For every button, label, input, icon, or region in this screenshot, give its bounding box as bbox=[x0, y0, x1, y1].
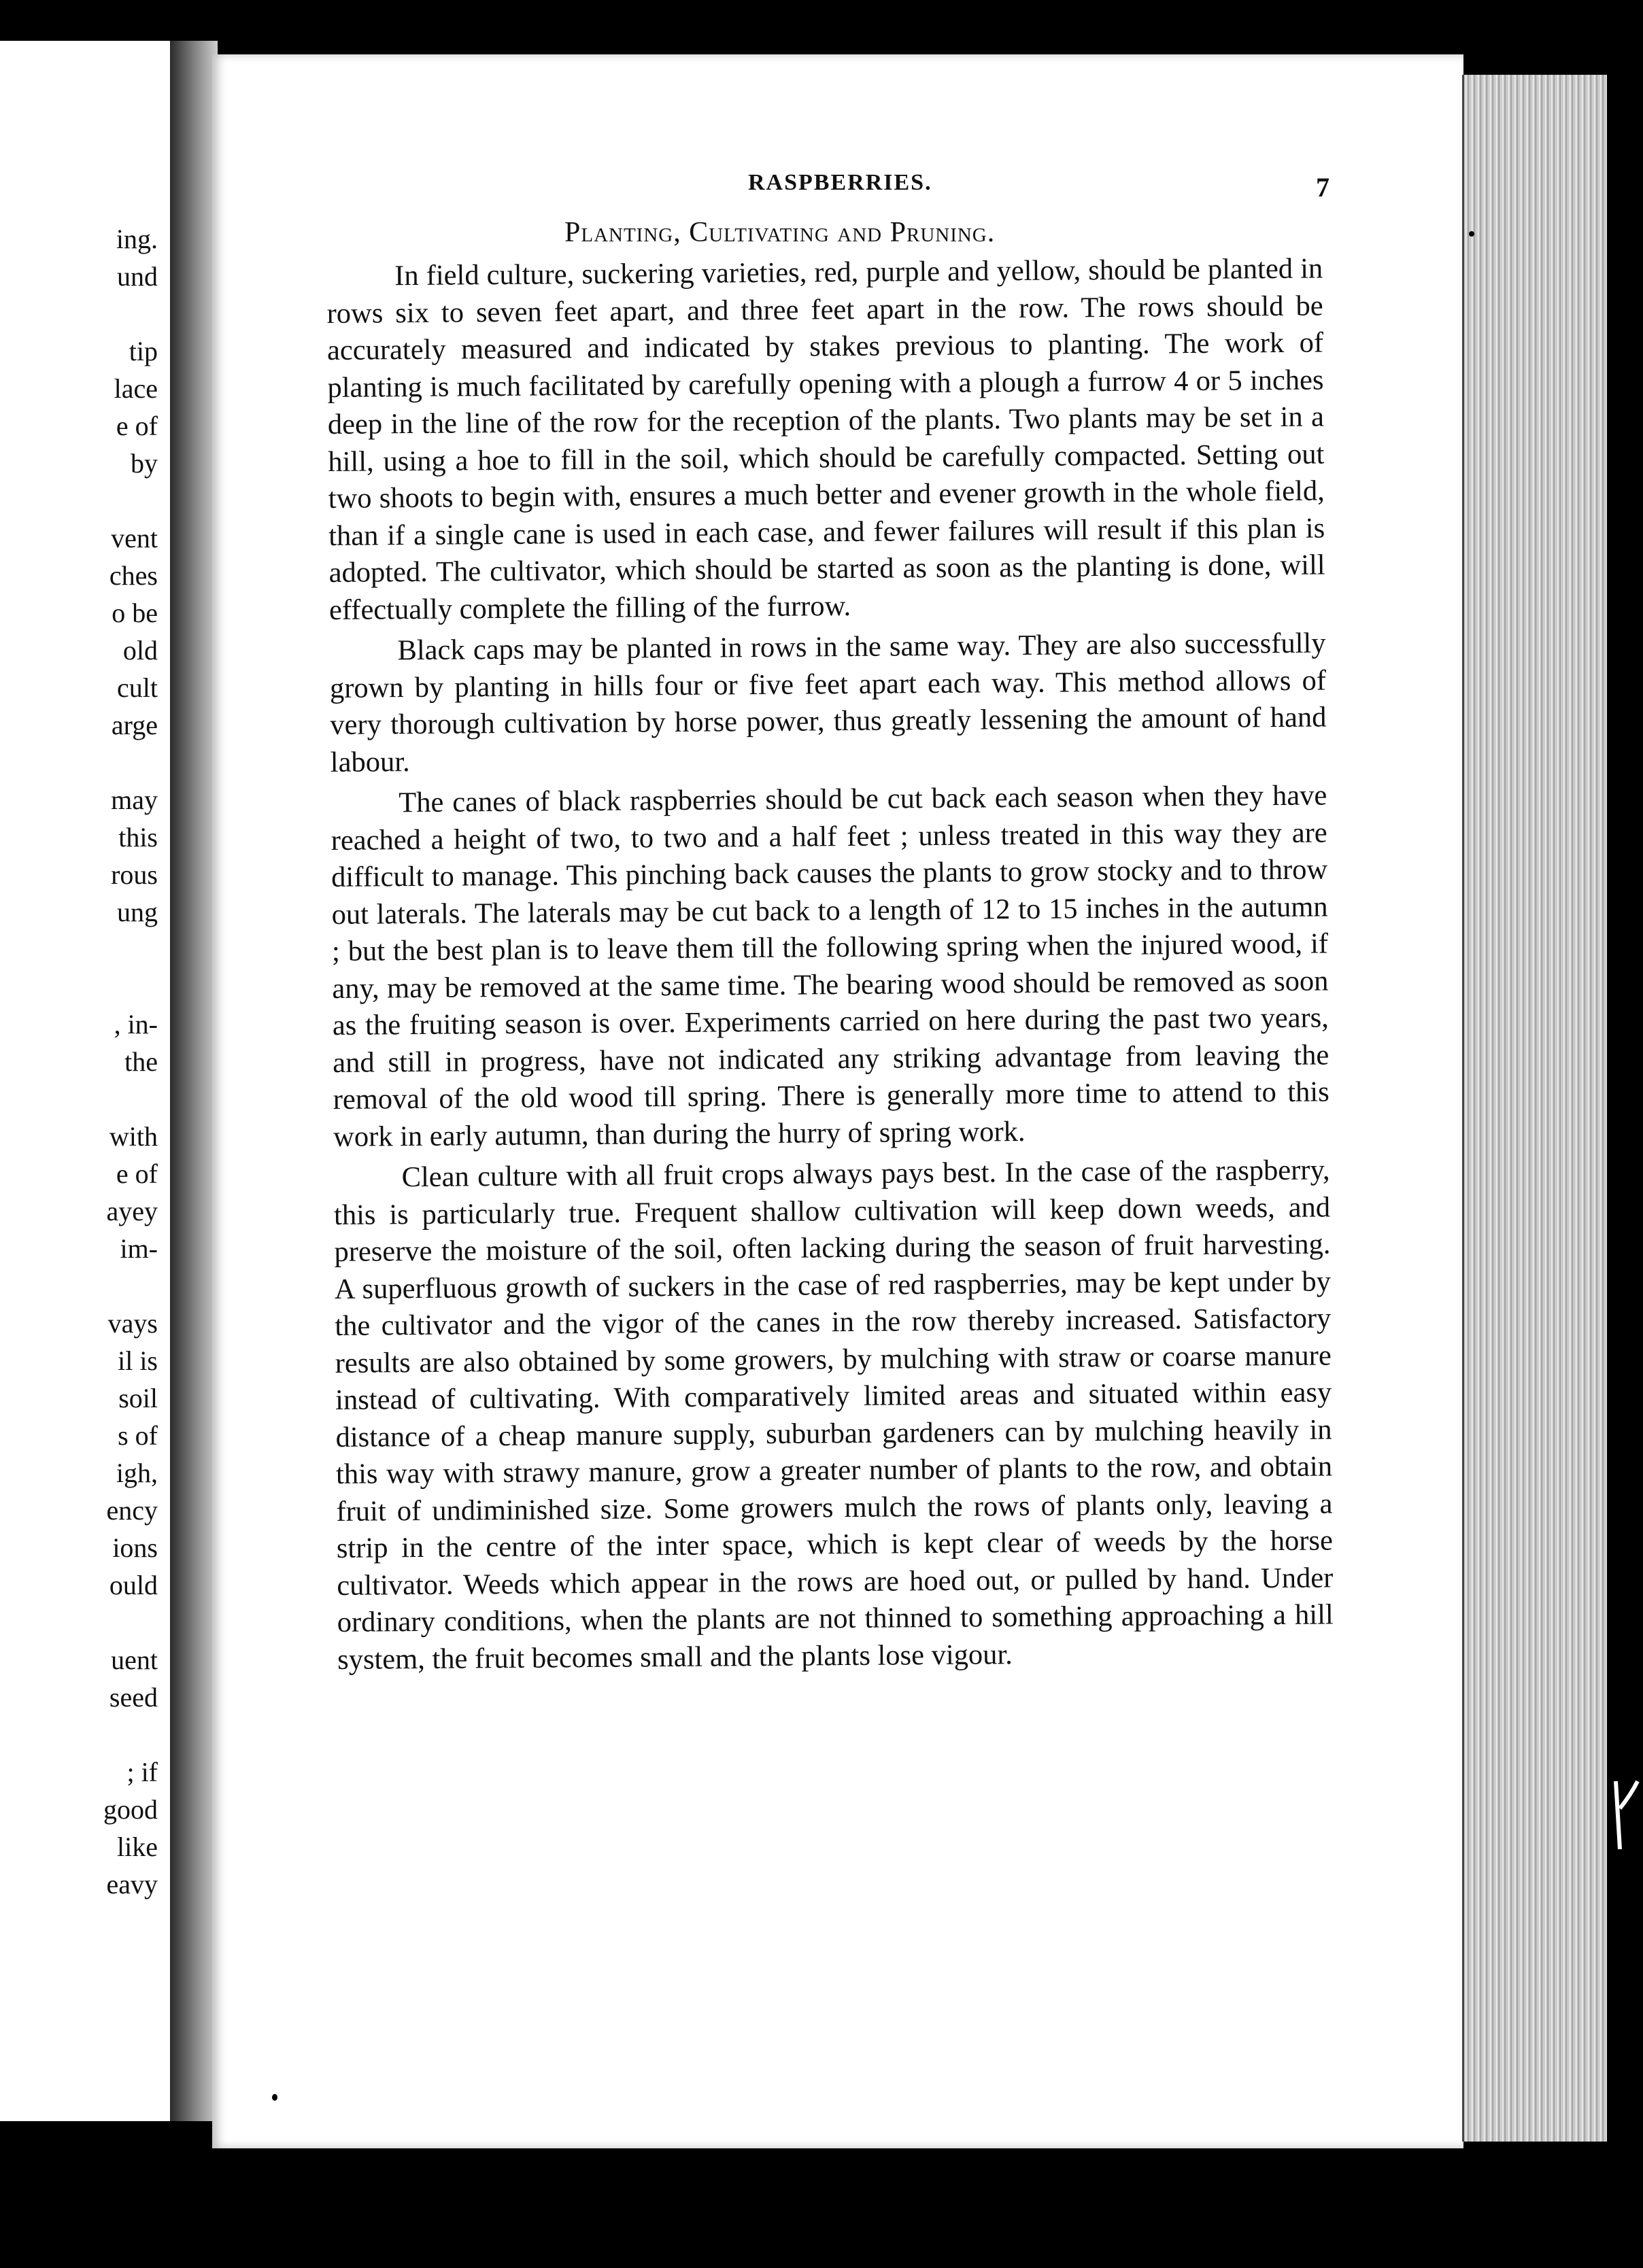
left-page-line: ions bbox=[112, 1532, 158, 1563]
left-page-line: tip bbox=[129, 336, 158, 366]
dust-speck bbox=[78, 2230, 82, 2238]
left-page-line: may bbox=[111, 785, 158, 815]
left-page-line: im- bbox=[120, 1233, 158, 1264]
left-page-line: vays bbox=[107, 1308, 158, 1339]
left-page-line: ung bbox=[117, 897, 158, 927]
left-page-line: s of bbox=[118, 1420, 158, 1451]
section-title: Planting, Cultivating and Pruning. bbox=[564, 217, 996, 248]
left-page-line: ency bbox=[106, 1495, 158, 1526]
dust-speck bbox=[272, 2094, 277, 2101]
running-head: RASPBERRIES. bbox=[748, 170, 932, 195]
left-page-line: il is bbox=[118, 1345, 158, 1376]
paragraph: Black caps may be planted in rows in the same way. They are also successfully grown by planting in hills four or five feet apart each way. This method allows of very thorough cultivation by horse power, thus greatly lessening the amount of hand labour. bbox=[329, 627, 1327, 778]
left-page-line: uent bbox=[111, 1645, 158, 1675]
paragraph: Clean culture with all fruit crops always pays best. In the case of the raspberry, this is particularly true. Frequent shallow cultivation will keep down weeds, and preserve the moisture of the soil, often lacking during the season of fruit harvesting. A superfluous growth of suckers in the case of red raspberries, may be kept under by the cultivator and the vigor of the canes in the row thereby increased. Satisfactory results are also obtained by some growers, by mulching with straw or coarse manure instead of cultivating. With comparatively limited areas and situated within easy distance of a cheap manure supply, suburban gardeners can by mulching heavily in this way with strawy manure, grow a greater number of plants to the row, and obtain fruit of undiminished size. Some growers mulch the rows of plants only, leaving a strip in the centre of the inter space, which is kept clear of weeds by the horse cultivator. Weeds which appear in the rows are hoed out, or pulled by hand. Under ordinary conditions, when the plants are not thinned to something approaching a hill system, the fruit becomes small and the plants lose vigour. bbox=[333, 1154, 1334, 1676]
left-page-line: , in- bbox=[114, 1009, 158, 1040]
left-page-line: e of bbox=[116, 1158, 158, 1189]
body-text bbox=[326, 250, 1334, 1682]
left-page-line: ing. bbox=[116, 224, 158, 254]
left-page-line: ; if bbox=[126, 1757, 158, 1787]
left-page-line: rous bbox=[111, 859, 158, 890]
left-page-line: ches bbox=[109, 560, 158, 591]
left-page-line: e of bbox=[116, 411, 158, 441]
left-page-line: good bbox=[103, 1794, 158, 1825]
left-page-line: old bbox=[122, 635, 158, 666]
left-page-line: lace bbox=[114, 373, 158, 404]
left-page-line: this bbox=[118, 822, 158, 853]
left-page-line: igh, bbox=[116, 1458, 158, 1488]
paragraph: The canes of black raspberries should be cut back each season when they have reached a height of two, to two and a half feet ; unless treated in this way they are difficult to manage. This pinching back causes the plants to grow stocky and to throw out laterals. The laterals may be cut back to a length of 12 to 15 inches in the autumn ; but the best plan is to leave them till the following spring when the injured wood, if any, may be removed at the same time. The bearing wood should be removed as soon as the fruiting season is over. Experiments carried on here during the past two years, and still in progress, have not indicated any striking advantage from leaving the removal of the old wood till spring. There is generally more time to attend to this work in early autumn, than during the hurry of spring work. bbox=[331, 779, 1329, 1153]
dust-speck bbox=[1469, 231, 1474, 237]
left-page-line: soil bbox=[118, 1383, 158, 1413]
page-edges bbox=[1462, 75, 1607, 2142]
left-page-line: seed bbox=[109, 1682, 158, 1713]
left-page-line: arge bbox=[111, 710, 158, 740]
book-gutter bbox=[170, 41, 218, 2121]
left-page-line: ayey bbox=[106, 1196, 158, 1226]
left-facing-page bbox=[0, 41, 170, 2121]
left-page-line: the bbox=[124, 1046, 158, 1077]
left-page-line: eavy bbox=[106, 1869, 158, 1900]
left-page-line: vent bbox=[111, 523, 158, 553]
left-page-line: cult bbox=[117, 672, 158, 703]
left-page-line: by bbox=[131, 448, 158, 479]
left-page-line: o be bbox=[112, 598, 158, 628]
left-page-line: with bbox=[109, 1121, 158, 1152]
paragraph: In field culture, suckering varieties, red, purple and yellow, should be planted in rows six to seven feet apart, and three feet apart in the row. The rows should be accurately measured and indicated by stakes previous to planting. The work of planting is much facilitated by carefully opening with a plough a furrow 4 or 5 inches deep in the line of the row for the reception of the plants. Two plants may be set in a hill, using a hoe to fill in the soil, which should be carefully compacted. Setting out two shoots to begin with, ensures a much better and evener growth in the whole field, than if a single cane is used in each case, and fewer failures will result if this plan is adopted. The cultivator, which should be started as soon as the planting is done, will effectually complete the filling of the furrow. bbox=[326, 252, 1325, 626]
margin-mark-icon bbox=[1610, 1768, 1643, 1856]
page-number: 7 bbox=[1316, 172, 1329, 203]
left-page-line: like bbox=[117, 1832, 158, 1862]
left-page-line: ould bbox=[109, 1570, 158, 1600]
left-page-line: und bbox=[117, 261, 158, 292]
